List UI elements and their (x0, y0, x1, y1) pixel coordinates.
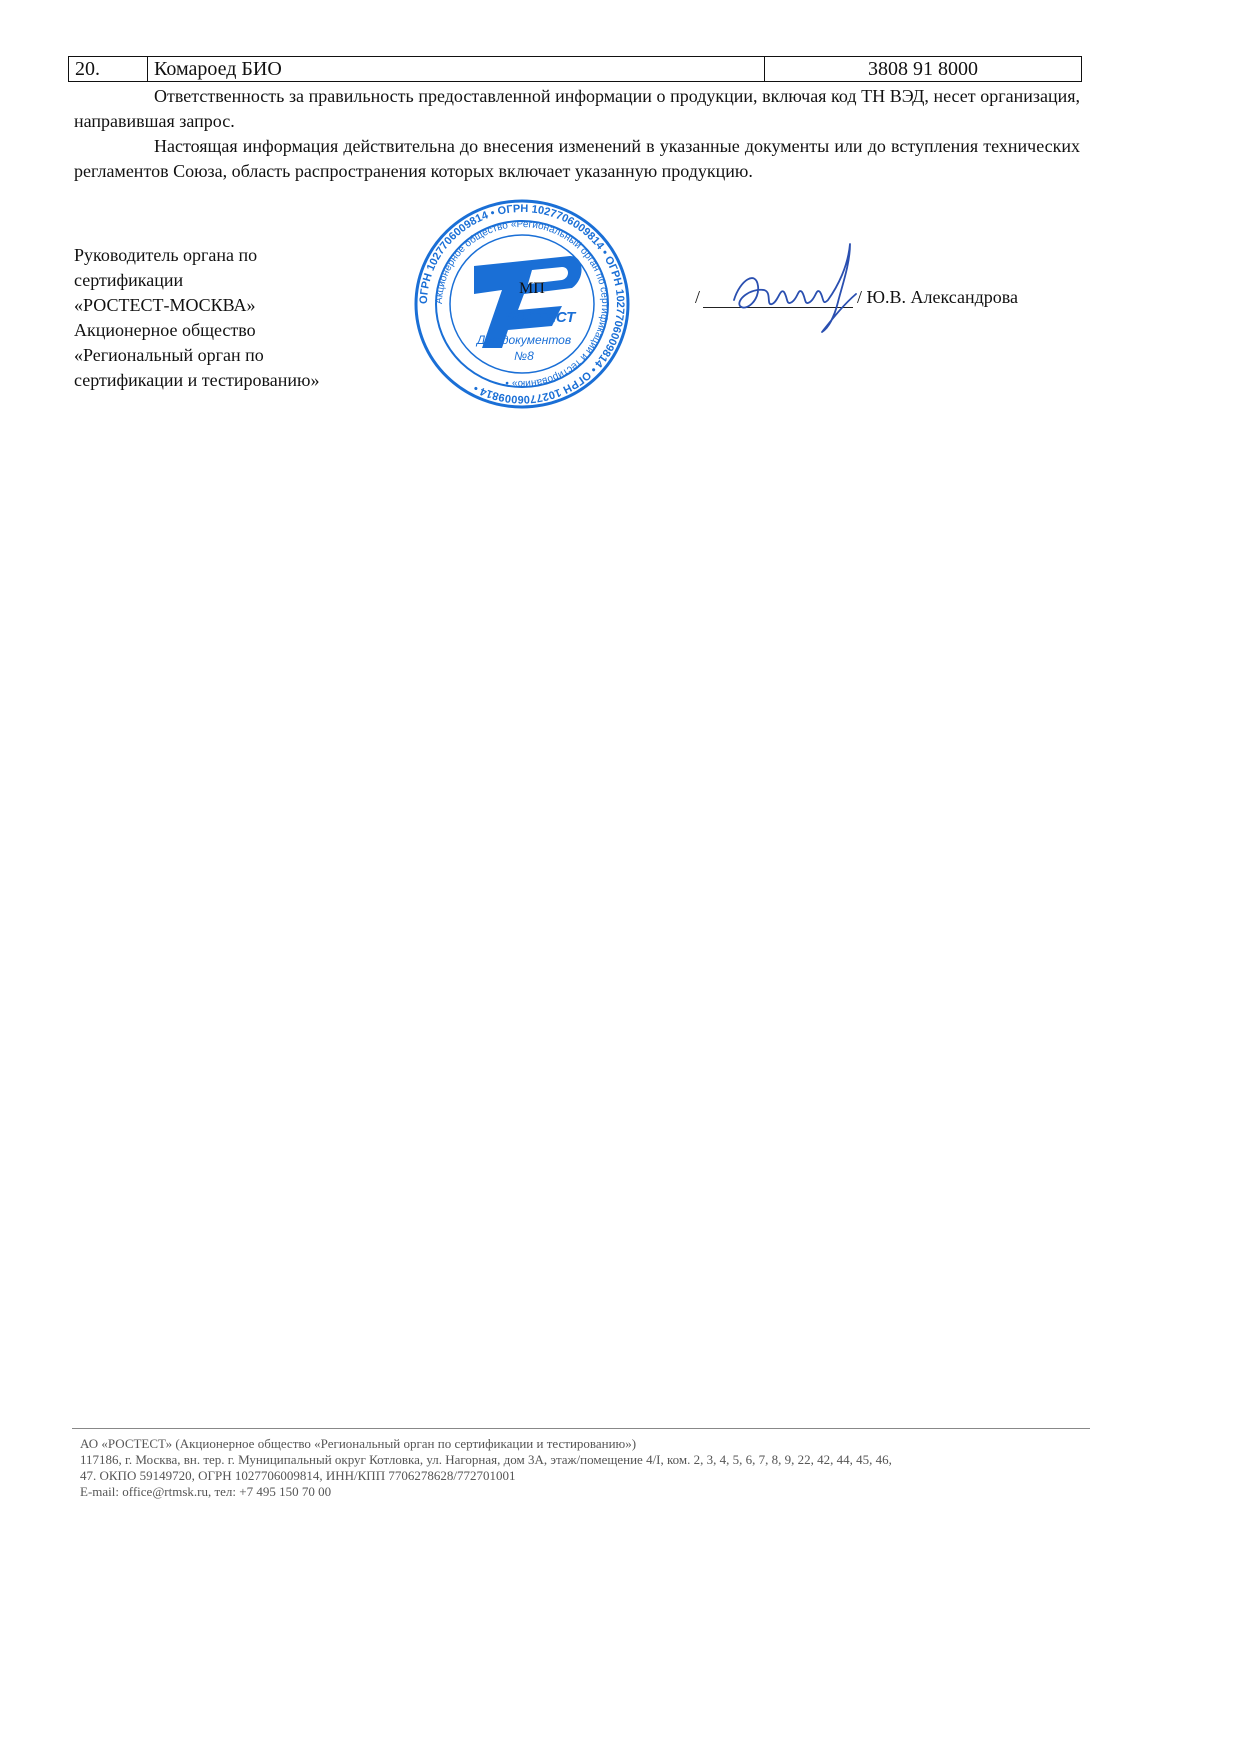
signer-line: «Региональный орган по (74, 345, 264, 365)
signer-line: Руководитель органа по (74, 245, 258, 265)
mp-label: МП (519, 280, 545, 297)
stamp-inner-ring-text: Акционерное общество «Региональный орган по сертификации и тестированию» • (433, 218, 611, 390)
responsibility-paragraph: Ответственность за правильность предоставленной информации о продукции, включая код ТН ВЭД, несет организация, направившая запрос. (74, 86, 1080, 131)
stamp-ring-text: ОГРН 1027706009814 • ОГРН 1027706009814 • ОГРН 1027706009814 • ОГРН 1027706009814 • (417, 202, 627, 406)
signer-line: Акционерное общество (74, 320, 256, 340)
company-stamp (412, 198, 632, 410)
footer-line: АО «РОСТЕСТ» (Акционерное общество «Региональный орган по сертификации и тестированию») (80, 1436, 637, 1451)
footer-line: E-mail: office@rtmsk.ru, тел: +7 495 150 70 00 (80, 1484, 332, 1499)
validity-paragraph: Настоящая информация действительна до внесения изменений в указанные документы или до вступления технических регламентов Союза, область распространения которых включает указанную продукцию. (74, 136, 1080, 181)
product-name: Комароед БИО (148, 57, 765, 82)
signer-line: «РОСТЕСТ-МОСКВА» (74, 295, 256, 315)
footer-divider (72, 1428, 1090, 1429)
tn-ved-code: 3808 91 8000 (765, 57, 1082, 82)
row-number: 20. (69, 57, 148, 82)
signer-name: / Ю.В. Александрова (857, 287, 1019, 307)
footer-line: 47. ОКПО 59149720, ОГРН 1027706009814, ИНН/КПП 7706278628/772701001 (80, 1468, 516, 1483)
footer-line: 117186, г. Москва, вн. тер. г. Муниципальный округ Котловка, ул. Нагорная, дом 3А, этаж/помещение 4/I, ком. 2, 3, 4, 5, 6, 7, 8, 9, 22, 42, 44, 45, 46, (80, 1452, 892, 1467)
footer (80, 1436, 1090, 1500)
signer-line: сертификации и тестированию» (74, 370, 320, 390)
signer-line: сертификации (74, 270, 184, 290)
signer-title (74, 243, 404, 393)
stamp-brand: РОСТЕСТ (504, 309, 576, 326)
handwritten-signature (726, 236, 866, 336)
stamp-number: №8 (514, 349, 534, 363)
signature-slash: / (695, 287, 701, 307)
product-table (68, 56, 1082, 82)
stamp-caption: Для документов (476, 333, 572, 347)
table-row (69, 57, 1082, 82)
